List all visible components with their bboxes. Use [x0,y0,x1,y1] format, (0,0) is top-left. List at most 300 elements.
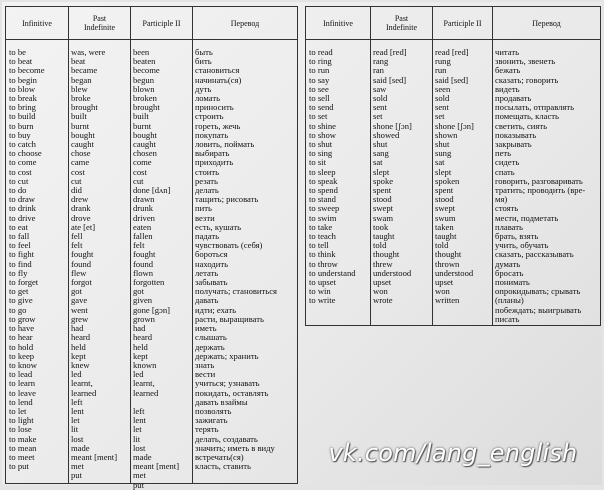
translation-cell: чувствовать (себя) [195,240,263,251]
infinitive-cell: to see [309,83,329,94]
participle-ii-cell: broken [133,93,157,104]
participle-ii-cell: shone [ʃɔn] [435,120,474,131]
past-indefinite-cell: sang [373,148,389,159]
participle-ii-cell: learnt, [133,378,155,389]
participle-ii-cell: blown [133,83,155,94]
past-indefinite-cell: ate [et] [71,221,96,232]
translation-cell: знать [195,359,215,370]
infinitive-cell: to find [9,258,32,269]
infinitive-cell: to lead [9,369,33,380]
infinitive-cell: to cost [9,166,32,177]
infinitive-cell: to choose [9,148,42,159]
past-indefinite-cell: came [71,157,90,168]
infinitive-cell: to put [9,461,29,472]
participle-ii-cell: lost [133,442,146,453]
participle-ii-cell: grown [133,313,155,324]
past-indefinite-cell: stood [373,194,392,205]
translation-cell: держать [195,341,225,352]
translation-cell: гореть, жечь [195,120,241,131]
infinitive-cell: to draw [9,194,36,205]
translation-cell: резать [195,175,218,186]
translation-cell: строить [195,111,224,122]
infinitive-cell: to break [9,93,37,104]
participle-ii-cell: sold [435,93,450,104]
header-translation: Перевод [230,18,260,28]
translation-cell: светить, сиять [495,120,548,131]
participle-ii-cell: seen [435,83,451,94]
past-indefinite-cell: fell [71,231,83,242]
participle-ii-cell: sat [435,157,445,168]
translation-cell: терять [195,424,219,435]
participle-ii-cell: slept [435,166,452,177]
participle-ii-cell: got [133,286,144,297]
table-body [6,40,297,490]
past-indefinite-cell: told [373,240,387,251]
past-indefinite-cell: let [71,415,80,426]
participle-ii-cell: kept [133,350,148,361]
participle-ii-cell: chosen [133,148,157,159]
translation-cell: пить [195,203,212,214]
infinitive-cell: to read [309,47,333,57]
participle-ii-cell: had [133,323,146,334]
past-indefinite-cell: drove [71,212,91,223]
infinitive-cell: to tell [309,240,329,251]
participle-ii-cell: told [435,240,449,251]
infinitive-cell: to forget [9,277,39,288]
participle-ii-cell: fallen [133,231,153,242]
column-infinitive [306,40,371,325]
translation-cell: выбирать [195,148,230,159]
translation-cell: сказать, рассказывать [495,249,574,260]
column-translation [493,40,600,325]
translation-cell: тратить; проводить (вре- [495,185,586,196]
past-indefinite-cell: built [71,111,87,122]
infinitive-cell: to lose [9,424,32,435]
infinitive-cell: to teach [309,231,336,242]
translation-cell: ломать [195,93,221,104]
infinitive-cell: to know [9,359,37,370]
page [2,2,602,490]
participle-ii-cell: upset [435,277,454,288]
infinitive-cell: to spend [309,185,338,196]
infinitive-cell: to understand [309,267,356,278]
infinitive-cell: to go [9,304,27,315]
translation-cell: падать [195,231,220,242]
participle-ii-cell: fought [133,249,156,260]
translation-cell: бежать [495,65,521,76]
infinitive-cell: to let [9,405,27,416]
participle-ii-cell: sent [435,102,449,113]
past-indefinite-cell: showed [373,129,400,140]
infinitive-cell: to send [309,102,334,113]
header-infinitive: Infinitive [306,7,371,39]
translation-cell: мести, подметать [495,212,559,223]
past-indefinite-cell: spoke [373,175,394,186]
translation-cell: быть [195,47,213,57]
translation-cell: дуть [195,83,212,94]
translation-cell: писать [495,313,520,324]
translation-cell: зажигать [195,415,228,426]
translation-cell: бросать [495,267,524,278]
translation-cell: везти [195,212,215,223]
past-indefinite-cell: heard [71,332,91,343]
past-indefinite-cell: rang [373,56,389,67]
translation-cell: сидеть [495,157,520,168]
past-indefinite-cell: threw [373,258,393,269]
translation-cell: приходить [195,157,234,168]
past-indefinite-cell: meant [ment] [71,451,118,462]
verbs-table-left [5,6,298,490]
past-indefinite-cell: slept [373,166,390,177]
translation-cell: бить [195,56,212,67]
infinitive-cell: to learn [9,378,36,389]
infinitive-cell: to hold [9,341,34,352]
participle-ii-cell: spoken [435,175,460,186]
past-indefinite-cell: ran [373,65,384,76]
translation-cell: брать, взять [495,231,539,242]
translation-cell: делать [195,185,219,196]
participle-ii-cell: taught [435,231,457,242]
participle-ii-cell: read [red] [435,47,469,57]
past-indefinite-cell: left [71,396,83,407]
infinitive-cell: to sell [309,93,330,104]
infinitive-cell: to fly [9,267,28,278]
participle-ii-cell: led [133,369,144,380]
past-indefinite-cell: bought [71,129,95,140]
participle-ii-cell: flown [133,267,154,278]
participle-ii-cell: swept [435,203,456,214]
infinitive-cell: to show [309,129,336,140]
infinitive-cell: to be [9,47,26,57]
infinitive-cell: to keep [9,350,35,361]
infinitive-cell: to run [309,65,330,76]
column-past-indefinite [371,40,433,325]
infinitive-cell: to make [9,433,37,444]
past-indefinite-cell: saw [373,83,387,94]
column-participle-ii [131,40,193,490]
participle-ii-cell: swum [435,212,456,223]
past-indefinite-cell: flew [71,267,87,278]
past-indefinite-cell: led [71,369,82,380]
translation-cell: учить, обучать [495,240,549,251]
infinitive-cell: to say [309,74,330,85]
past-indefinite-cell: sold [373,93,388,104]
past-indefinite-cell: burnt [71,120,90,131]
table-body [306,40,600,325]
past-indefinite-cell: held [71,341,86,352]
past-indefinite-cell: took [373,221,389,232]
participle-ii-cell: held [133,341,148,352]
participle-ii-cell: bought [133,129,157,140]
translation-cell: вести [195,369,216,380]
past-indefinite-cell: learned [71,387,97,398]
infinitive-cell: to begin [9,74,37,85]
infinitive-cell: to mean [9,442,37,453]
infinitive-cell: to beat [9,56,33,67]
table-header [6,7,297,40]
infinitive-cell: to light [9,415,34,426]
translation-cell: становиться [195,65,240,76]
header-past-indefinite: Past Indefinite [69,7,131,39]
past-indefinite-cell: grew [71,313,89,324]
past-indefinite-cell: shut [373,139,388,150]
participle-ii-cell: made [133,451,152,462]
past-indefinite-cell: drew [71,194,89,205]
past-indefinite-cell: sat [373,157,383,168]
infinitive-cell: to fall [9,231,30,242]
translation-cell: давать взаймы [195,396,248,407]
past-indefinite-cell: spent [373,185,392,196]
participle-ii-cell: cost [133,166,147,177]
column-past-indefinite [69,40,131,483]
translation-cell: находить [195,258,229,269]
translation-cell: покупать [195,129,229,140]
translation-cell: держать; хранить [195,350,259,361]
participle-ii-cell: forgotten [133,277,165,288]
infinitive-cell: to eat [9,221,28,232]
infinitive-cell: to give [9,295,33,306]
translation-cell: приносить [195,102,234,113]
past-indefinite-cell: beat [71,56,86,67]
translation-cell: помещать, класть [495,111,559,122]
translation-cell: сказать; говорить [495,74,559,85]
past-indefinite-cell: understood [373,267,412,278]
participle-ii-cell: shut [435,139,450,150]
infinitive-cell: to burn [9,120,34,131]
past-indefinite-cell: read [red] [373,47,407,57]
infinitive-cell: to sing [309,148,333,159]
past-indefinite-cell: was, were [71,47,106,57]
translation-cell: видеть [495,83,520,94]
translation-cell: звонить, звенеть [495,56,556,67]
translation-cell: продавать [495,93,532,104]
translation-cell: опрокидывать; срывать [495,286,581,297]
participle-ii-cell: thought [435,249,462,260]
watermark-text: vk.com/lang_english [328,439,578,467]
participle-ii-cell: set [435,111,445,122]
infinitive-cell: to leave [9,387,36,398]
column-participle-ii [433,40,493,325]
participle-ii-cell: rung [435,56,451,67]
translation-cell: встречать(ся) [195,451,244,462]
infinitive-cell: to upset [309,277,336,288]
past-indefinite-cell: said [sed] [373,74,407,85]
past-indefinite-cell: got [71,286,82,297]
participle-ii-cell: caught [133,139,156,150]
participle-ii-cell: put [133,479,144,490]
participle-ii-cell: driven [133,212,155,223]
infinitive-cell: to drink [9,203,36,214]
past-indefinite-cell: became [71,65,98,76]
column-infinitive [6,40,69,483]
past-indefinite-cell: cost [71,166,85,177]
past-indefinite-cell: lit [71,424,79,435]
header-participle-ii: Participle II [131,7,193,39]
infinitive-cell: to speak [309,175,338,186]
translation-cell: покидать, оставлять [195,387,269,398]
translation-cell: петь [495,148,512,159]
translation-cell: закрывать [495,139,532,150]
participle-ii-cell: thrown [435,258,460,269]
translation-cell: расти, выращивать [195,313,264,324]
translation-cell: начинать(ся) [195,74,242,85]
past-indefinite-cell: knew [71,359,90,370]
past-indefinite-cell: upset [373,277,392,288]
participle-ii-cell: sung [435,148,452,159]
infinitive-cell: to swim [309,212,337,223]
participle-ii-cell: heard [133,332,153,343]
past-indefinite-cell: sent [373,102,387,113]
participle-ii-cell: become [133,65,160,76]
participle-ii-cell: spent [435,185,454,196]
translation-cell: читать [495,47,520,57]
infinitive-cell: to fight [9,249,35,260]
past-indefinite-cell: did [71,185,82,196]
participle-ii-cell: learned [133,387,159,398]
translation-cell: стоить [195,166,220,177]
past-indefinite-cell: went [71,304,88,315]
participle-ii-cell: said [sed] [435,74,469,85]
infinitive-cell: to cut [9,175,29,186]
participle-ii-cell: done [dʌn] [133,185,171,196]
infinitive-cell: to build [9,111,36,122]
translation-cell: делать, создавать [195,433,258,444]
past-indefinite-cell: lost [71,433,84,444]
past-indefinite-cell: swept [373,203,394,214]
translation-cell: учиться; узнавать [195,378,260,389]
verbs-table-right [305,6,601,326]
past-indefinite-cell: broke [71,93,91,104]
participle-ii-cell: gone [gɔn] [133,304,170,315]
infinitive-cell: to sit [309,157,326,168]
translation-cell: бороться [195,249,228,260]
infinitive-cell: to get [9,286,29,297]
past-indefinite-cell: thought [373,249,400,260]
participle-ii-cell: built [133,111,149,122]
infinitive-cell: to drive [9,212,36,223]
infinitive-cell: to sweep [309,203,340,214]
infinitive-cell: to buy [9,129,31,140]
infinitive-cell: to take [309,221,333,232]
participle-ii-cell: met [133,470,146,481]
translation-cell: иметь [195,323,217,334]
participle-ii-cell: been [133,47,150,57]
translation-cell: посылать, отправлять [495,102,575,113]
past-indefinite-cell: set [373,111,383,122]
past-indefinite-cell: drank [71,203,91,214]
past-indefinite-cell: felt [71,240,83,251]
infinitive-cell: to catch [9,139,36,150]
translation-cell: слышать [195,332,227,343]
participle-ii-cell: eaten [133,221,152,232]
translation-cell: получать; становиться [195,286,277,297]
participle-ii-cell: given [133,295,153,306]
translation-cell: думать [495,258,521,269]
past-indefinite-cell: put [71,470,82,481]
past-indefinite-cell: met [71,461,84,472]
participle-ii-cell: come [133,157,152,168]
infinitive-cell: to sleep [309,166,336,177]
past-indefinite-cell: fought [71,249,94,260]
participle-ii-cell: brought [133,102,160,113]
past-indefinite-cell: forgot [71,277,92,288]
past-indefinite-cell: cut [71,175,82,186]
translation-cell: стоять [495,203,519,214]
infinitive-cell: to shut [309,139,333,150]
participle-ii-cell: shown [435,129,458,140]
translation-cell: (планы) [495,295,524,306]
past-indefinite-cell: made [71,442,90,453]
translation-cell: плавать [495,221,523,232]
translation-cell: побеждать; выигрывать [495,304,582,315]
participle-ii-cell: run [435,65,447,76]
infinitive-cell: to meet [9,451,35,462]
translation-cell: тащить; рисовать [195,194,259,205]
past-indefinite-cell: brought [71,102,98,113]
translation-cell: давать [195,295,219,306]
table-header [306,7,600,40]
past-indefinite-cell: shone [ʃɔn] [373,120,412,131]
infinitive-cell: to become [9,65,45,76]
translation-cell: летать [195,267,219,278]
participle-ii-cell: lit [133,433,141,444]
participle-ii-cell: left [133,405,145,416]
participle-ii-cell: drawn [133,194,155,205]
past-indefinite-cell: swam [373,212,394,223]
infinitive-cell: to blow [9,83,36,94]
infinitive-cell: to come [9,157,37,168]
past-indefinite-cell: began [71,74,92,85]
infinitive-cell: to hear [9,332,33,343]
translation-cell: значить; иметь в виду [195,442,275,453]
participle-ii-cell: cut [133,175,144,186]
infinitive-cell: to grow [9,313,36,324]
infinitive-cell: to throw [309,258,338,269]
header-infinitive: Infinitive [6,7,69,39]
translation-cell: показывать [495,129,537,140]
translation-cell: позволять [195,405,232,416]
translation-cell: есть, кушать [195,221,242,232]
translation-cell: забывать [195,277,228,288]
translation-cell: спать [495,166,515,177]
participle-ii-cell: written [435,295,460,306]
translation-cell: класть, ставить [195,461,251,472]
infinitive-cell: to do [9,185,27,196]
infinitive-cell: to have [9,323,35,334]
infinitive-cell: to think [309,249,336,260]
infinitive-cell: to ring [309,56,332,67]
past-indefinite-cell: won [373,286,388,297]
infinitive-cell: to write [309,295,336,306]
past-indefinite-cell: chose [71,148,91,159]
past-indefinite-cell: blew [71,83,88,94]
infinitive-cell: to bring [9,102,36,113]
infinitive-cell: to lend [9,396,33,407]
participle-ii-cell: lent [133,415,146,426]
infinitive-cell: to stand [309,194,336,205]
translation-cell: идти; ехать [195,304,237,315]
participle-ii-cell: beaten [133,56,156,67]
past-indefinite-cell: taught [373,231,395,242]
header-past-indefinite: Past Indefinite [371,7,433,39]
header-translation: Перевод [532,18,561,28]
participle-ii-cell: taken [435,221,454,232]
past-indefinite-cell: kept [71,350,86,361]
past-indefinite-cell: lent [71,405,84,416]
participle-ii-cell: meant [ment] [133,461,180,472]
header-participle-ii: Participle II [433,7,493,39]
participle-ii-cell: stood [435,194,454,205]
